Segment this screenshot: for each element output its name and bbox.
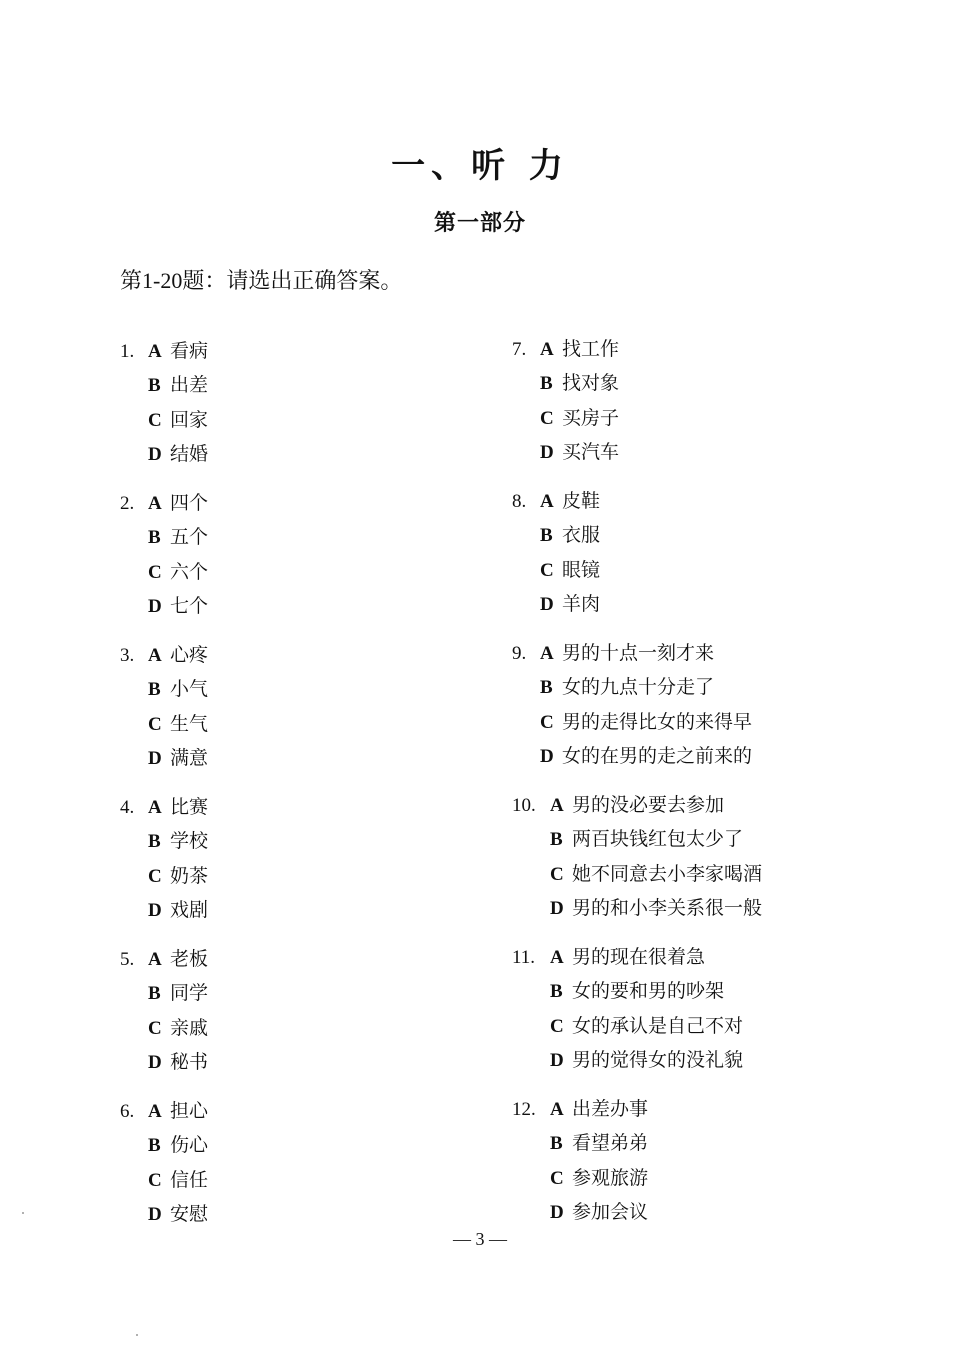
- question-4: [120, 792, 480, 944]
- page-number: — 3 —: [453, 1229, 507, 1249]
- option-letter: A: [148, 493, 162, 514]
- option-letter: C: [550, 1167, 564, 1189]
- question-number: 9.: [512, 643, 527, 664]
- option-letter: C: [540, 711, 554, 733]
- question-number: 5.: [120, 949, 135, 970]
- option-text: 出差办事: [572, 1098, 649, 1120]
- question-8: [512, 486, 872, 638]
- option-letter: A: [148, 797, 162, 818]
- option-letter: D: [540, 593, 554, 615]
- option-text: 男的十点一刻才来: [562, 642, 715, 664]
- option-letter: C: [148, 865, 162, 887]
- question-number: 2.: [120, 493, 135, 514]
- option-text: 担心: [170, 1100, 209, 1122]
- option-letter: C: [148, 561, 162, 583]
- option-text: 男的走得比女的来得早: [562, 710, 753, 733]
- option-text: 奶茶: [170, 864, 209, 887]
- left-question-column: [120, 336, 480, 1248]
- option-text: 参观旅游: [572, 1166, 649, 1189]
- option-text: 伤心: [170, 1134, 209, 1157]
- option-letter: C: [148, 1017, 162, 1039]
- option-letter: A: [148, 341, 162, 362]
- option-letter: A: [148, 949, 162, 970]
- option-text: 老板: [170, 948, 209, 970]
- option-text: 买汽车: [562, 440, 620, 463]
- option-letter: B: [540, 525, 553, 547]
- question-10: [512, 790, 872, 942]
- question-11: [512, 942, 872, 1094]
- right-question-column: [512, 334, 872, 1246]
- option-text: 四个: [170, 492, 209, 514]
- question-number: 1.: [120, 341, 135, 362]
- option-letter: D: [550, 897, 564, 919]
- option-text: 结婚: [170, 442, 209, 465]
- question-7: [512, 334, 872, 486]
- instruction-text: 题：请选出正确答案。: [182, 269, 403, 294]
- option-text: 戏剧: [170, 898, 209, 921]
- option-text: 六个: [170, 560, 209, 583]
- scan-speck: [136, 1334, 138, 1336]
- option-text: 七个: [170, 594, 209, 617]
- option-text: 比赛: [170, 796, 209, 818]
- option-text: 女的要和男的吵架: [572, 980, 725, 1003]
- option-text: 衣服: [562, 524, 601, 547]
- option-letter: B: [540, 677, 553, 699]
- question-1: [120, 336, 480, 488]
- option-text: 亲戚: [170, 1016, 209, 1039]
- question-number: 12.: [512, 1099, 536, 1120]
- option-letter: B: [148, 375, 161, 397]
- option-letter: C: [148, 1169, 162, 1191]
- option-text: 女的承认是自己不对: [572, 1014, 744, 1037]
- question-2: [120, 488, 480, 640]
- question-9: [512, 638, 872, 790]
- option-letter: D: [148, 1051, 162, 1073]
- option-letter: D: [550, 1201, 564, 1223]
- option-text: 信任: [170, 1168, 209, 1191]
- option-text: 回家: [170, 408, 209, 431]
- question-12: [512, 1094, 872, 1246]
- option-text: 男的和小李关系很一般: [572, 896, 763, 919]
- option-text: 小气: [170, 678, 209, 701]
- option-letter: A: [540, 643, 554, 664]
- instruction-prefix: 第: [120, 269, 143, 294]
- option-letter: A: [148, 645, 162, 666]
- option-letter: B: [550, 1133, 563, 1155]
- option-text: 买房子: [562, 406, 620, 429]
- question-number: 10.: [512, 795, 536, 816]
- question-5: [120, 944, 480, 1096]
- question-number: 6.: [120, 1101, 135, 1122]
- option-text: 女的九点十分走了: [562, 676, 715, 699]
- option-text: 羊肉: [562, 592, 601, 615]
- option-text: 五个: [170, 526, 209, 549]
- option-text: 心疼: [170, 644, 209, 666]
- question-number: 8.: [512, 491, 527, 512]
- question-number: 7.: [512, 339, 527, 360]
- option-text: 皮鞋: [562, 490, 601, 512]
- instruction: [120, 264, 402, 295]
- option-letter: B: [148, 679, 161, 701]
- option-letter: A: [550, 1099, 564, 1120]
- instruction-range: 1-20: [142, 268, 183, 293]
- option-letter: B: [148, 527, 161, 549]
- option-text: 同学: [170, 982, 209, 1005]
- option-letter: D: [148, 1203, 162, 1225]
- option-letter: A: [148, 1101, 162, 1122]
- option-letter: A: [540, 491, 554, 512]
- option-text: 男的现在很着急: [572, 946, 706, 968]
- option-text: 满意: [170, 746, 209, 769]
- option-text: 男的觉得女的没礼貌: [572, 1048, 744, 1071]
- option-letter: C: [540, 559, 554, 581]
- option-text: 找工作: [562, 338, 620, 360]
- option-letter: D: [148, 747, 162, 769]
- option-letter: D: [148, 595, 162, 617]
- section-title: 一、听 力: [391, 146, 569, 186]
- option-letter: B: [550, 829, 563, 851]
- option-text: 学校: [170, 830, 209, 853]
- option-letter: D: [148, 899, 162, 921]
- option-letter: B: [540, 373, 553, 395]
- option-text: 出差: [170, 374, 209, 397]
- question-number: 4.: [120, 797, 135, 818]
- option-letter: B: [550, 981, 563, 1003]
- option-text: 安慰: [170, 1202, 209, 1225]
- question-number: 11.: [512, 947, 536, 968]
- option-letter: A: [550, 795, 564, 816]
- option-letter: C: [148, 713, 162, 735]
- question-6: [120, 1096, 480, 1248]
- option-letter: C: [550, 1015, 564, 1037]
- option-text: 眼镜: [562, 558, 601, 581]
- option-text: 她不同意去小李家喝酒: [572, 862, 763, 885]
- option-letter: B: [148, 983, 161, 1005]
- option-letter: D: [540, 745, 554, 767]
- question-3: [120, 640, 480, 792]
- option-letter: D: [540, 441, 554, 463]
- option-letter: C: [148, 409, 162, 431]
- question-number: 3.: [120, 645, 135, 666]
- option-letter: D: [148, 443, 162, 465]
- option-letter: B: [148, 1135, 161, 1157]
- option-text: 看望弟弟: [572, 1132, 649, 1155]
- part-title: 第一部分: [433, 210, 526, 236]
- option-text: 秘书: [170, 1050, 209, 1073]
- option-letter: D: [550, 1049, 564, 1071]
- option-letter: A: [550, 947, 564, 968]
- option-letter: A: [540, 339, 554, 360]
- option-text: 生气: [170, 712, 209, 735]
- option-text: 找对象: [562, 372, 620, 395]
- option-text: 看病: [170, 340, 209, 362]
- option-letter: B: [148, 831, 161, 853]
- option-letter: C: [550, 863, 564, 885]
- option-letter: C: [540, 407, 554, 429]
- scan-speck: [22, 1212, 24, 1214]
- option-text: 两百块钱红包太少了: [572, 828, 744, 851]
- option-text: 男的没必要去参加: [572, 794, 725, 816]
- option-text: 参加会议: [572, 1200, 649, 1223]
- option-text: 女的在男的走之前来的: [562, 744, 753, 767]
